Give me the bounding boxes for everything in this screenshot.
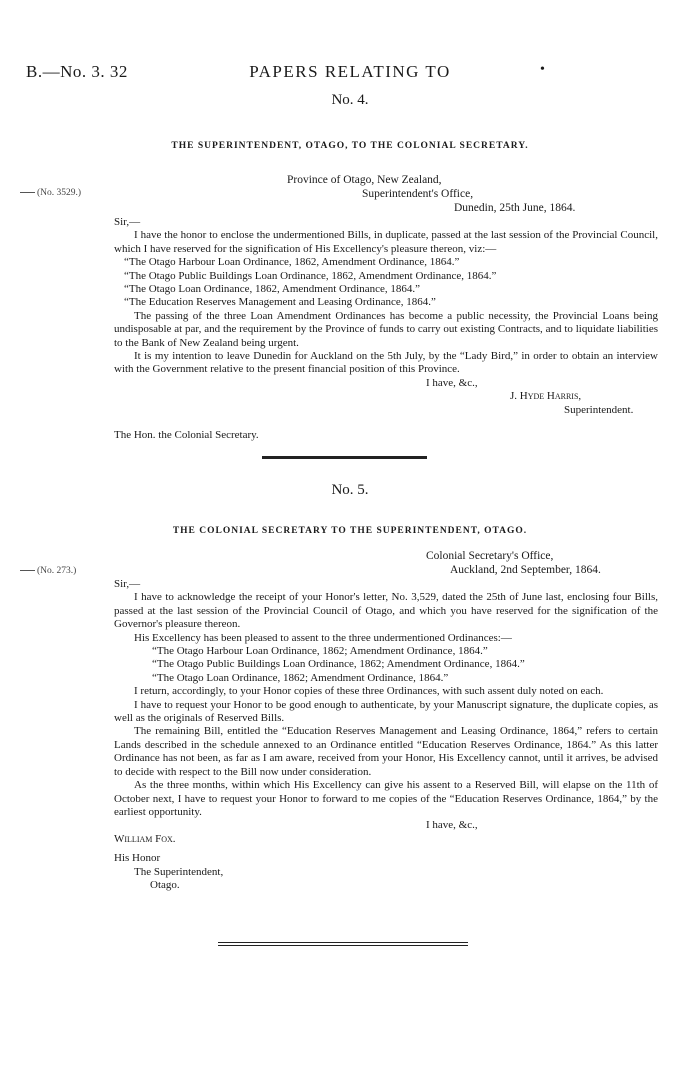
bill-title: “The Otago Loan Ordinance, 1862; Amendment Ordinance, 1864.” <box>152 671 449 684</box>
salutation: Sir,— <box>114 216 141 228</box>
paragraph: I have the honor to enclose the undermentioned Bills, in duplicate, passed at the last session of the Provincial Council, which I have reserved for the signification of His Excellency's pleasure thereon, viz:— <box>114 229 658 255</box>
letter-4-margin-ref: (No. 3529.) <box>20 188 81 198</box>
letter-4-caption: THE SUPERINTENDENT, OTAGO, TO THE COLONIAL SECRETARY. <box>171 141 529 151</box>
paragraph: The passing of the three Loan Amendment Ordinances has become a public necessity, the Provincial Loans being undisposable at par, and the requirement by the Province of funds to carry out existing Contracts, and to liquidate liabilities to the Bank of New Zealand being urgent. <box>114 309 658 349</box>
letter-5-caption: THE COLONIAL SECRETARY TO THE SUPERINTENDENT, OTAGO. <box>172 526 528 536</box>
paragraph: As the three months, within which His Excellency can give his assent to a Reserved Bill, will elapse on the 11th of October next, I have to request your Honor to forward to me copies of the “Education Reserves Ordinance, 1864,” by the earliest opportunity. <box>114 779 658 818</box>
paragraph: I have to request your Honor to be good enough to authenticate, by your Manuscript signature, the duplicate copies, as well as the originals of Reserved Bills. <box>114 698 658 725</box>
addressee-line-2: The Superintendent, <box>134 865 224 878</box>
paragraph: I have to acknowledge the receipt of your Honor's letter, No. 3,529, dated the 25th of June last, enclosing four Bills, passed at the last session of the Provincial Council of Otago, and which you have reserved for the signification of the Governor's pleasure thereon. <box>114 591 658 631</box>
signature-title: Superintendent. <box>564 403 634 416</box>
bill-title: “The Otago Public Buildings Loan Ordinance, 1862, Amendment Ordinance, 1864.” <box>124 269 497 282</box>
paragraph: It is my intention to leave Dunedin for Auckland on the 5th July, by the “Lady Bird,” in order to obtain an interview with the Government relative to the present financial position of this Province. <box>114 350 658 376</box>
letter-5-number: No. 5. <box>331 482 369 498</box>
signature-name: William Fox. <box>114 832 176 845</box>
page-reference: B.—No. 3. 32 <box>26 62 128 81</box>
bill-title: “The Otago Loan Ordinance, 1862, Amendment Ordinance, 1864.” <box>124 283 420 296</box>
bill-title: “The Education Reserves Management and Leasing Ordinance, 1864.” <box>124 296 436 309</box>
letter-4-date: Dunedin, 25th June, 1864. <box>454 202 576 214</box>
running-title: PAPERS RELATING TO <box>249 62 451 81</box>
bill-title: “The Otago Public Buildings Loan Ordinance, 1862; Amendment Ordinance, 1864.” <box>152 658 525 671</box>
letter-5-address-line-1: Colonial Secretary's Office, <box>426 550 554 562</box>
salutation: Sir,— <box>114 578 141 590</box>
letter-4-body <box>114 216 658 443</box>
bill-title: “The Otago Harbour Loan Ordinance, 1862, Amendment Ordinance, 1864.” <box>124 256 460 269</box>
section-divider <box>262 456 427 459</box>
paragraph: The remaining Bill, entitled the “Education Reserves Management and Leasing Ordinance, 1864,” refers to certain Lands described in the schedule annexed to an Ordinance entitled “Education Reserves Ordinance, 1864.” As this latter Ordinance has not been, as far as I am aware, received from your Honor, His Excellency cannot, until it arrives, be advised to decide with respect to the Bill now under consideration. <box>114 725 658 778</box>
closing: I have, &c., <box>426 819 478 832</box>
header-mark: • <box>540 62 545 77</box>
letter-5-body <box>114 578 658 892</box>
paragraph: I return, accordingly, to your Honor copies of these three Ordinances, with such assent duly noted on each. <box>134 685 604 698</box>
letter-5-margin-ref: (No. 273.) <box>20 566 76 576</box>
addressee-line-3: Otago. <box>150 878 180 891</box>
closing-divider <box>218 942 468 946</box>
margin-rule <box>20 192 35 193</box>
letter-4-address-line-2: Superintendent's Office, <box>362 188 474 200</box>
letter-4-number: No. 4. <box>331 92 369 108</box>
signature-name: J. Hyde Harris, <box>510 390 582 403</box>
letter-5-date: Auckland, 2nd September, 1864. <box>450 564 601 576</box>
addressee: The Hon. the Colonial Secretary. <box>114 429 259 442</box>
letter-4-address-line-1: Province of Otago, New Zealand, <box>287 174 442 186</box>
closing: I have, &c., <box>426 376 478 389</box>
paragraph: His Excellency has been pleased to assent to the three undermentioned Ordinances:— <box>134 631 512 644</box>
bill-title: “The Otago Harbour Loan Ordinance, 1862; Amendment Ordinance, 1864.” <box>152 645 488 658</box>
margin-rule <box>20 570 35 571</box>
addressee-line-1: His Honor <box>114 852 161 865</box>
